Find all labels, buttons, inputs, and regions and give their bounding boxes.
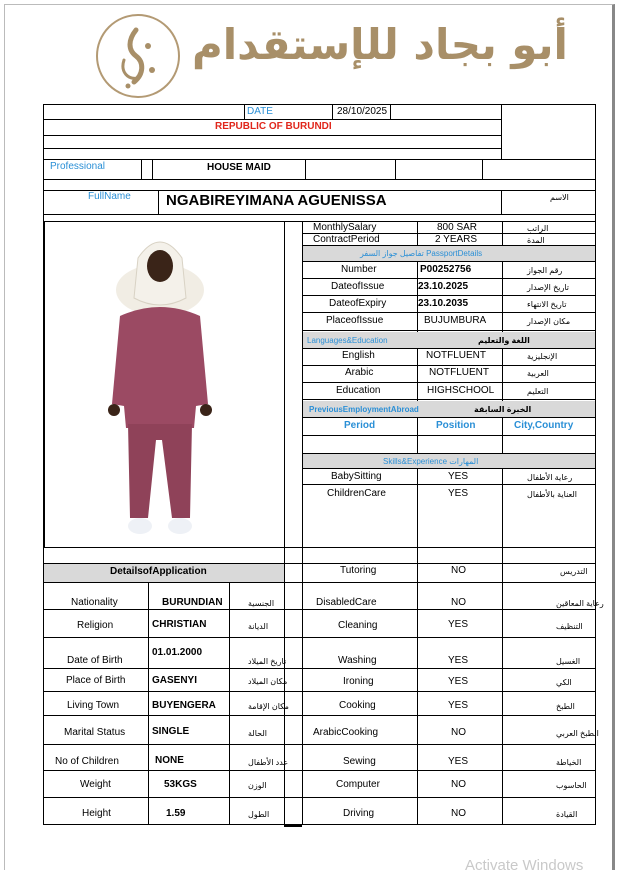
religion-label: Religion bbox=[77, 620, 114, 631]
skill-label-ar: الخياطة bbox=[556, 758, 582, 767]
skill-label: Cooking bbox=[339, 700, 376, 711]
agency-name: أبو بجاد للإستقدام bbox=[192, 20, 568, 69]
religion-label-ar: الديانة bbox=[248, 622, 269, 631]
skill-value: NO bbox=[451, 565, 466, 576]
table-border-right bbox=[595, 104, 596, 825]
dob-label-ar: تاريخ الميلاد bbox=[248, 657, 287, 666]
fullname-value: NGABIREYIMANA AGUENISSA bbox=[166, 192, 387, 209]
employment-period-header: Period bbox=[344, 420, 376, 431]
skill-label: Ironing bbox=[343, 676, 374, 687]
height-label-ar: الطول bbox=[248, 810, 270, 819]
fullname-label: FullName bbox=[88, 191, 131, 202]
arabic-label: Arabic bbox=[345, 367, 374, 378]
skill-label-ar: رعاية المعاقين bbox=[556, 599, 604, 608]
profession-label: Professional bbox=[50, 161, 106, 172]
religion-value: CHRISTIAN bbox=[152, 619, 207, 630]
page-frame bbox=[4, 4, 615, 870]
date-value: 28/10/2025 bbox=[337, 106, 388, 117]
weight-label-ar: الوزن bbox=[248, 781, 267, 790]
skill-value: YES bbox=[448, 488, 469, 499]
expiry-date-label-ar: تاريخ الانتهاء bbox=[527, 300, 567, 309]
skills-section-title: Skills&Experience المهارات bbox=[383, 457, 479, 466]
nationality-value: BURUNDIAN bbox=[162, 597, 223, 608]
education-label: Education bbox=[336, 385, 381, 396]
english-label-ar: الإنجليزية bbox=[527, 352, 558, 361]
skill-value: YES bbox=[448, 619, 469, 630]
skill-label: ChildrenCare bbox=[327, 488, 386, 499]
expiry-date-label: DateofExpiry bbox=[329, 298, 387, 309]
arabic-label-ar: العربية bbox=[527, 369, 549, 378]
issue-place-label: PlaceofIssue bbox=[326, 315, 384, 326]
issue-place-value: BUJUMBURA bbox=[424, 315, 487, 326]
skill-label: Sewing bbox=[343, 756, 376, 767]
skill-label-ar: رعاية الأطفال bbox=[527, 473, 573, 482]
country-title: REPUBLIC OF BURUNDI bbox=[215, 121, 332, 132]
issue-date-value: 23.10.2025 bbox=[418, 281, 469, 292]
marital-status-label-ar: الحالة bbox=[248, 729, 267, 738]
application-section-title: DetailsofApplication bbox=[110, 566, 207, 577]
passport-number-label: Number bbox=[341, 264, 377, 275]
fullname-label-ar: الاسم bbox=[550, 193, 569, 202]
passport-section-title: تفاصيل جواز السفر PassportDetails bbox=[360, 249, 483, 258]
education-label-ar: التعليم bbox=[527, 387, 549, 396]
employment-location-header: City,Country bbox=[514, 420, 574, 431]
passport-number-value: P00252756 bbox=[420, 264, 472, 275]
employment-section-title-ar: الخبرة السابقة bbox=[474, 405, 532, 414]
dob-label: Date of Birth bbox=[67, 655, 123, 666]
skill-label: ArabicCooking bbox=[313, 727, 379, 738]
date-label: DATE bbox=[247, 106, 273, 117]
applicant-photo bbox=[100, 228, 220, 548]
skill-label-ar: الغسيل bbox=[556, 657, 581, 666]
windows-watermark: Activate Windows bbox=[465, 857, 584, 874]
marital-status-value: SINGLE bbox=[152, 726, 190, 737]
education-value: HIGHSCHOOL bbox=[427, 385, 495, 396]
english-label: English bbox=[342, 350, 375, 361]
pob-label: Place of Birth bbox=[66, 675, 126, 686]
skill-label: Computer bbox=[336, 779, 380, 790]
skill-value: YES bbox=[448, 700, 469, 711]
skill-value: NO bbox=[451, 779, 466, 790]
period-label: ContractPeriod bbox=[313, 234, 380, 245]
skill-value: YES bbox=[448, 655, 469, 666]
period-label-ar: المدة bbox=[527, 236, 545, 245]
skill-label: BabySitting bbox=[331, 471, 382, 482]
agency-logo bbox=[96, 14, 180, 98]
skill-label: Cleaning bbox=[338, 620, 378, 631]
skill-label-ar: الطبخ العربي bbox=[556, 729, 599, 738]
weight-label: Weight bbox=[80, 779, 111, 790]
salary-label-ar: الراتب bbox=[527, 224, 549, 233]
expiry-date-value: 23.10.2035 bbox=[418, 298, 469, 309]
weight-value: 53KGS bbox=[164, 779, 197, 790]
skill-value: NO bbox=[451, 727, 466, 738]
height-value: 1.59 bbox=[166, 808, 186, 819]
table-tick bbox=[284, 825, 302, 827]
skill-label: Washing bbox=[338, 655, 377, 666]
languages-section-title-ar: اللغة والتعليم bbox=[478, 336, 530, 345]
living-town-label-ar: مكان الإقامة bbox=[248, 702, 289, 711]
issue-date-label-ar: تاريخ الإصدار bbox=[527, 283, 570, 292]
skill-label-ar: الطبخ bbox=[556, 702, 575, 711]
languages-section-title: Languages&Education bbox=[307, 336, 388, 345]
marital-status-label: Marital Status bbox=[64, 727, 126, 738]
salary-value: 800 SAR bbox=[437, 222, 478, 233]
skill-label: Tutoring bbox=[340, 565, 377, 576]
skill-label-ar: التدريس bbox=[560, 567, 588, 576]
skill-value: YES bbox=[448, 676, 469, 687]
children-label: No of Children bbox=[55, 756, 119, 767]
table-border-bottom bbox=[43, 824, 596, 825]
skill-value: NO bbox=[451, 597, 466, 608]
skill-label-ar: الكي bbox=[556, 678, 572, 687]
pob-label-ar: مكان الميلاد bbox=[248, 677, 288, 686]
living-town-label: Living Town bbox=[67, 700, 120, 711]
children-label-ar: عدد الأطفال bbox=[248, 758, 289, 767]
issue-place-label-ar: مكان الإصدار bbox=[527, 317, 571, 326]
passport-number-label-ar: رقم الجواز bbox=[527, 266, 563, 275]
living-town-value: BUYENGERA bbox=[152, 700, 216, 711]
children-value: NONE bbox=[155, 755, 184, 766]
skill-label: DisabledCare bbox=[316, 597, 377, 608]
arabic-value: NOTFLUENT bbox=[429, 367, 489, 378]
logo-emblem-icon bbox=[98, 16, 178, 96]
english-value: NOTFLUENT bbox=[426, 350, 486, 361]
dob-value: 01.01.2000 bbox=[152, 647, 203, 658]
salary-label: MonthlySalary bbox=[313, 222, 377, 233]
nationality-label-ar: الجنسية bbox=[248, 599, 275, 608]
skill-label-ar: الحاسوب bbox=[556, 781, 587, 790]
height-label: Height bbox=[82, 808, 111, 819]
skill-label-ar: العناية بالأطفال bbox=[527, 490, 577, 499]
profession-value: HOUSE MAID bbox=[207, 162, 271, 173]
table-border-top bbox=[43, 104, 596, 105]
skill-value: YES bbox=[448, 756, 469, 767]
skill-label: Driving bbox=[343, 808, 375, 819]
issue-date-label: DateofIssue bbox=[331, 281, 385, 292]
skill-value: NO bbox=[451, 808, 466, 819]
nationality-label: Nationality bbox=[71, 597, 118, 608]
employment-position-header: Position bbox=[436, 420, 476, 431]
skill-label-ar: التنظيف bbox=[556, 622, 583, 631]
pob-value: GASENYI bbox=[152, 675, 198, 686]
skill-value: YES bbox=[448, 471, 469, 482]
skill-label-ar: القيادة bbox=[556, 810, 578, 819]
period-value: 2 YEARS bbox=[435, 234, 478, 245]
employment-section-title: PreviousEmploymentAbroad bbox=[309, 405, 419, 414]
